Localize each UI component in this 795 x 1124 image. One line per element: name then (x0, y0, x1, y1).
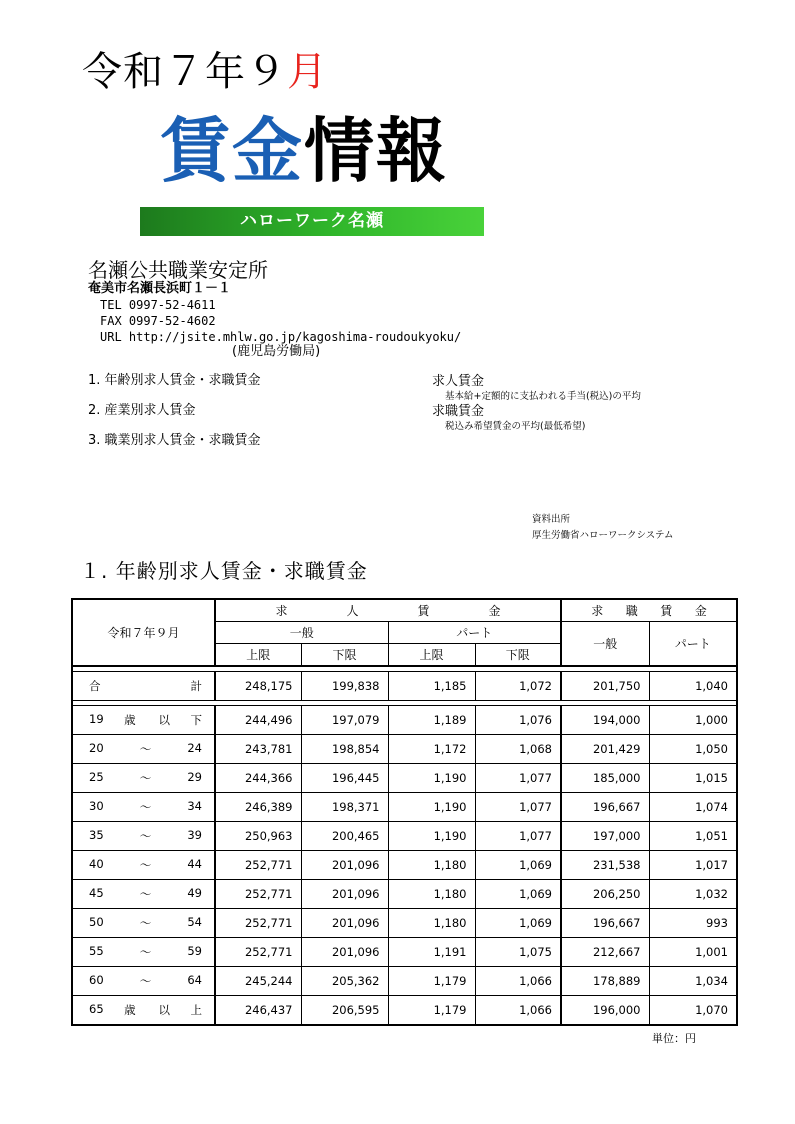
cell-value: 1,179 (388, 996, 475, 1026)
cell-value: 1,189 (388, 706, 475, 735)
definition-offer-heading: 求人賃金 (432, 374, 485, 389)
table-corner: 令和７年９月 (72, 599, 215, 666)
cell-value: 196,667 (561, 909, 649, 938)
cell-value: 1,066 (475, 967, 561, 996)
header-offer-general: 一般 (215, 622, 388, 644)
cell-value: 198,371 (301, 793, 388, 822)
cell-value: 197,000 (561, 822, 649, 851)
cell-value: 1,000 (649, 706, 737, 735)
cell-value: 1,050 (649, 735, 737, 764)
cell-value: 205,362 (301, 967, 388, 996)
table-row (72, 764, 737, 793)
cell-value: 246,389 (215, 793, 301, 822)
cell-value: 194,000 (561, 706, 649, 735)
cell-value: 250,963 (215, 822, 301, 851)
cell-value: 1,190 (388, 764, 475, 793)
cell-value: 1,072 (475, 672, 561, 701)
title-colored: 賃金 (160, 110, 304, 192)
table-row (72, 793, 737, 822)
cell-value: 993 (649, 909, 737, 938)
cell-value: 1,077 (475, 764, 561, 793)
cell-value: 206,250 (561, 880, 649, 909)
office-tel: TEL 0997-52-4611 (100, 298, 216, 312)
table-row (72, 967, 737, 996)
cell-value: 252,771 (215, 938, 301, 967)
table-row (72, 735, 737, 764)
cell-value: 1,075 (475, 938, 561, 967)
cell-value: 245,244 (215, 967, 301, 996)
cell-value: 1,001 (649, 938, 737, 967)
toc-item-age: 1. 年齢別求人賃金・求職賃金 (88, 373, 261, 388)
cell-value: 243,781 (215, 735, 301, 764)
cell-value: 201,429 (561, 735, 649, 764)
cell-value: 201,096 (301, 880, 388, 909)
cell-value: 1,077 (475, 822, 561, 851)
cell-value: 1,077 (475, 793, 561, 822)
cell-value: 252,771 (215, 851, 301, 880)
cell-value: 244,366 (215, 764, 301, 793)
header-upper: 上限 (388, 644, 475, 667)
cell-value: 199,838 (301, 672, 388, 701)
cell-value: 1,074 (649, 793, 737, 822)
row-label: 35 39 ～ (72, 822, 215, 851)
header-lower: 下限 (475, 644, 561, 667)
row-label: 60 64 ～ (72, 967, 215, 996)
office-fax: FAX 0997-52-4602 (100, 314, 216, 328)
cell-value: 185,000 (561, 764, 649, 793)
cell-value: 1,034 (649, 967, 737, 996)
cell-value: 1,180 (388, 909, 475, 938)
header-seek-general: 一般 (561, 622, 649, 667)
cell-value: 1,017 (649, 851, 737, 880)
row-label: 55 59 ～ (72, 938, 215, 967)
office-url: URL http://jsite.mhlw.go.jp/kagoshima-roudoukyoku/ (100, 330, 462, 344)
cell-value: 201,096 (301, 851, 388, 880)
row-label: 30 34 ～ (72, 793, 215, 822)
cell-value: 248,175 (215, 672, 301, 701)
cell-value: 212,667 (561, 938, 649, 967)
wage-table (71, 598, 738, 1026)
definition-seek-text: 税込み希望賃金の平均(最低希望) (445, 421, 586, 432)
office-name: 名瀬公共職業安定所 (88, 258, 268, 282)
report-period: 令和７年９月 (82, 49, 328, 95)
cell-value: 1,172 (388, 735, 475, 764)
table-row (72, 909, 737, 938)
row-label: 65 上 歳 以 (72, 996, 215, 1026)
cell-value: 1,190 (388, 793, 475, 822)
cell-value: 197,079 (301, 706, 388, 735)
cell-value: 201,096 (301, 938, 388, 967)
table-row (72, 851, 737, 880)
row-label: 40 44 ～ (72, 851, 215, 880)
cell-value: 1,185 (388, 672, 475, 701)
cell-value: 246,437 (215, 996, 301, 1026)
cell-value: 1,179 (388, 967, 475, 996)
page-title (160, 108, 448, 194)
row-label: 20 24 ～ (72, 735, 215, 764)
cell-value: 1,069 (475, 880, 561, 909)
cell-value: 1,190 (388, 822, 475, 851)
cell-value: 200,465 (301, 822, 388, 851)
toc-item-occupation: 3. 職業別求人賃金・求職賃金 (88, 433, 261, 448)
title-plain: 情報 (304, 110, 448, 192)
table-row (72, 938, 737, 967)
toc-item-industry: 2. 産業別求人賃金 (88, 403, 196, 418)
definition-seek-heading: 求職賃金 (432, 404, 485, 419)
row-label: 合 計 (72, 672, 215, 701)
office-banner: ハローワーク名瀬 (140, 207, 484, 236)
row-label: 50 54 ～ (72, 909, 215, 938)
row-label: 45 49 ～ (72, 880, 215, 909)
header-seek-wage: 求 職 賃 金 (561, 599, 737, 622)
cell-value: 1,068 (475, 735, 561, 764)
cell-value: 1,076 (475, 706, 561, 735)
cell-value: 1,180 (388, 880, 475, 909)
cell-value: 178,889 (561, 967, 649, 996)
table-row (72, 822, 737, 851)
source-label: 資料出所 (532, 514, 571, 525)
cell-value: 1,191 (388, 938, 475, 967)
header-upper: 上限 (215, 644, 301, 667)
section-title: １. 年齢別求人賃金・求職賃金 (80, 559, 368, 583)
cell-value: 196,445 (301, 764, 388, 793)
source-text: 厚生労働省ハローワークシステム (532, 530, 674, 541)
cell-value: 244,496 (215, 706, 301, 735)
cell-value: 252,771 (215, 909, 301, 938)
cell-value: 1,070 (649, 996, 737, 1026)
cell-value: 1,066 (475, 996, 561, 1026)
row-label: 25 29 ～ (72, 764, 215, 793)
unit-label: 単位：円 (652, 1032, 696, 1045)
header-lower: 下限 (301, 644, 388, 667)
cell-value: 196,667 (561, 793, 649, 822)
header-offer-part: パート (388, 622, 561, 644)
cell-value: 252,771 (215, 880, 301, 909)
cell-value: 1,069 (475, 851, 561, 880)
cell-value: 1,051 (649, 822, 737, 851)
cell-value: 231,538 (561, 851, 649, 880)
cell-value: 1,032 (649, 880, 737, 909)
cell-value: 1,015 (649, 764, 737, 793)
cell-value: 201,750 (561, 672, 649, 701)
cell-value: 201,096 (301, 909, 388, 938)
table-row (72, 672, 737, 701)
cell-value: 198,854 (301, 735, 388, 764)
cell-value: 1,180 (388, 851, 475, 880)
table-row (72, 996, 737, 1026)
office-address: 奄美市名瀬長浜町１－１ (88, 281, 232, 296)
cell-value: 1,069 (475, 909, 561, 938)
cell-value: 196,000 (561, 996, 649, 1026)
table-row (72, 880, 737, 909)
labor-bureau: (鹿児島労働局) (232, 344, 321, 359)
month-kanji: 月 (287, 49, 328, 95)
cell-value: 206,595 (301, 996, 388, 1026)
header-seek-part: パート (649, 622, 737, 667)
header-offer-wage: 求 人 賃 金 (215, 599, 561, 622)
definition-offer-text: 基本給+定額的に支払われる手当(税込)の平均 (445, 391, 641, 402)
cell-value: 1,040 (649, 672, 737, 701)
row-label: 19 下 歳 以 (72, 706, 215, 735)
table-row (72, 706, 737, 735)
